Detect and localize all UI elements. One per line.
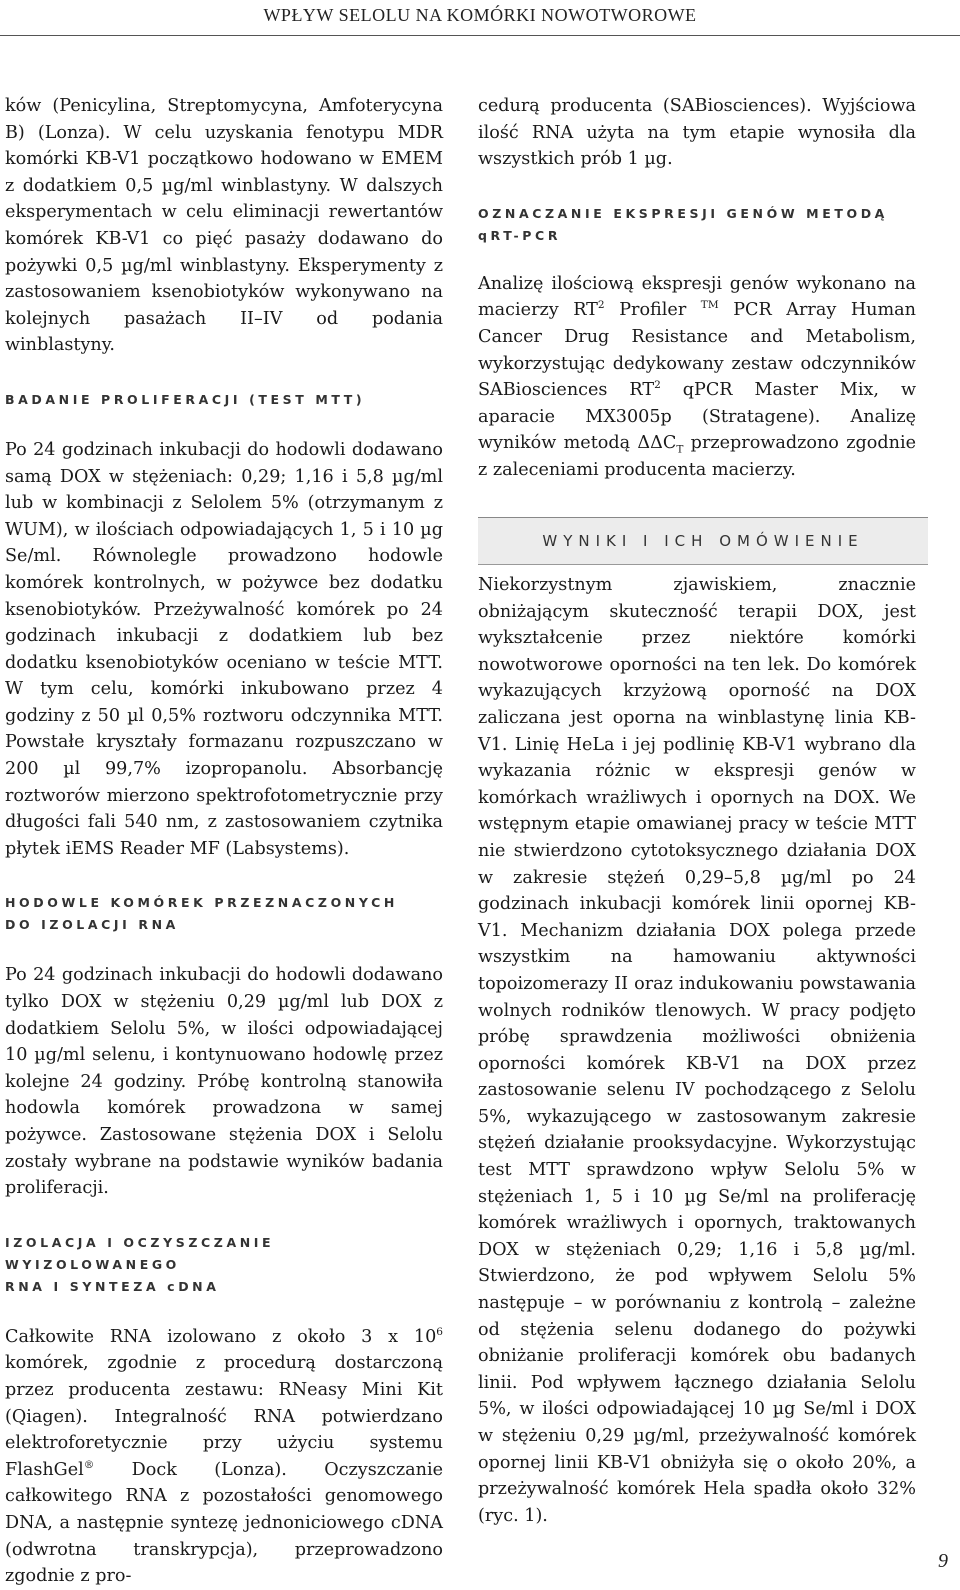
section-heading: RNA I SYNTEZA cDNA [5,1278,220,1294]
paragraph: ków (Penicylina, Streptomycyna, Amfoterycyna B) (Lonza). W celu uzyskania fenotypu MDR komórki KB-V1 początkowo hodowano w EMEM z dodatkiem 0,5 µg/ml winblastyny. W dalszych eksperymentach w celu eliminacji rewertantów komórek KB-V1 co pięć pasaży dodawano do pożywki 0,5 µg/ml winblastyny. Eksperymenty z zastosowaniem ksenobiotyków wykonywano na kolejnych pasażach II–IV od podania winblastyny. [5,96,443,356]
paragraph: cedurą producenta (SABiosciences). Wyjściowa ilość RNA użyta na tym etapie wynosiła dla wszystkich prób 1 µg. [478,96,916,170]
results-section-banner [478,517,928,565]
section-title: WYNIKI I ICH OMÓWIENIE [542,532,864,550]
section-heading: BADANIE PROLIFERACJI (TEST MTT) [5,391,366,407]
paragraph: Analizę ilościową ekspresji genów wykonano na macierzy $RT^2$ Profiler ™ PCR Array Human Cancer Drug Resistance and Metabolism, wykorzystując dedykowany zestaw odczynników SABiosciences $RT^2$ qPCR Master Mix, w aparacie MX3005p (Stratagene). Analizę wyników metodą $\Delta\Delta C_T$ przeprowadzono zgodnie z zaleceniami producenta macierzy. [478,273,917,480]
paragraph: Po 24 godzinach inkubacji do hodowli dodawano samą DOX w stężeniach: 0,29; 1,16 i 5,8 µg/ml lub w kombinacji z Selolem 5% (otrzymanym z WUM), w ilościach odpowiadających 1, 5 i 10 µg Se/ml. Równolegle prowadzono hodowle komórek kontrolnych, w pożywce bez dodatku ksenobiotyków. Przeżywalność komórek po 24 godzinach inkubacji z dodatkiem lub bez dodatku ksenobiotyków oceniano w teście MTT. W tym celu, komórki inkubowano przez 4 godziny z 50 µl 0,5% roztworu odczynnika MTT. Powstałe kryształy formazanu rozpuszczano w 200 µl 99,7% izopropanolu. Absorbancję roztworów mierzono spektrofotometrycznie przy długości fali 540 nm, z zastosowaniem czytnika płytek iEMS Reader MF (Labsystems). [5,439,443,859]
section-heading: IZOLACJA I OCZYSZCZANIE WYIZOLOWANEGO [5,1234,275,1272]
left-column [5,93,443,1590]
right-column-results [478,572,916,1529]
page-number: 9 [938,1550,948,1572]
right-column [478,93,916,484]
paragraph: Całkowite RNA izolowano z około 3 x $10^6$ komórek, zgodnie z procedurą dostarczoną przez producenta zestawu: RNeasy Mini Kit (Qiagen). Integralność RNA potwierdzano elektroforetycznie przy użyciu systemu FlashGel® Dock (Lonza). Oczyszczanie całkowitego RNA z pozostałości genomowego DNA, a następnie syntezę jednoniciowego cDNA (odwrotna transkrypcja), przeprowadzono zgodnie z pro- [5,1325,443,1587]
section-heading: DO IZOLACJI RNA [5,917,179,933]
section-heading: HODOWLE KOMÓREK PRZEZNACZONYCH [5,895,398,911]
paragraph: Niekorzystnym zjawiskiem, znacznie obniżającym skuteczność terapii DOX, jest wykształcenie przez niektóre komórki nowotworowe oporności na ten lek. Do komórek wykazujących krzyżową oporność na DOX zaliczana jest oporna na winblastynę linia KB-V1. Linię HeLa i jej podlinię KB-V1 wybrano dla wykazania różnic w ekspresji genów w komórkach wrażliwych i opornych na DOX. We wstępnym etapie omawianej pracy w teście MTT nie stwierdzono cytotoksycznego działania DOX w zakresie stężeń 0,29–5,8 µg/ml po 24 godzinach inkubacji komórek linii opornej KB-V1. Mechanizm działania DOX polega przede wszystkim na hamowaniu aktywności topoizomerazy II oraz indukowaniu powstawania wolnych rodników tlenowych. W pracy podjęto próbę sprawdzenia możliwości obniżenia oporności komórek KB-V1 na DOX przez zastosowanie selenu IV pochodzącego z Selolu 5%, wykazującego w zastosowanym zakresie stężeń działanie prooksydacyjne. Wykorzystując test MTT sprawdzono wpływ Selolu 5% w stężeniach 1, 5 i 10 µg Se/ml na proliferację komórek wrażliwych i opornych, traktowanych DOX w stężeniach 0,29; 1,16 i 5,8 µg/ml. Stwierdzono, że pod wpływem Selolu 5% następuje – w porównaniu z kontrolą – zależne od stężenia selenu dodanego do pożywki obniżanie proliferacji komórek obu badanych linii. Pod wpływem łącznego działania Selolu 5%, w ilości odpowiadającej 10 µg Se/ml i DOX w stężeniu 0,29 µg/ml, przeżywalność komórek opornej linii KB-V1 obniżyła się o około 20%, a przeżywalność komórek Hela spadła około 32% (ryc. 1). [478,575,916,1526]
header-divider [0,35,960,36]
section-heading: OZNACZANIE EKSPRESJI GENÓW METODĄ qRT-PCR [478,205,888,243]
paragraph: Po 24 godzinach inkubacji do hodowli dodawano tylko DOX w stężeniu 0,29 µg/ml lub DOX z dodatkiem Selolu 5%, w ilości odpowiadającej 10 µg/ml selenu, i kontynuowano hodowlę przez kolejne 24 godziny. Próbę kontrolną stanowiła hodowla komórek prowadzona w samej pożywce. Zastosowane stężenia DOX i Selolu zostały wybrane na podstawie wyników badania proliferacji. [5,965,443,1199]
running-header: WPŁYW SELOLU NA KOMÓRKI NOWOTWOROWE [263,5,697,25]
